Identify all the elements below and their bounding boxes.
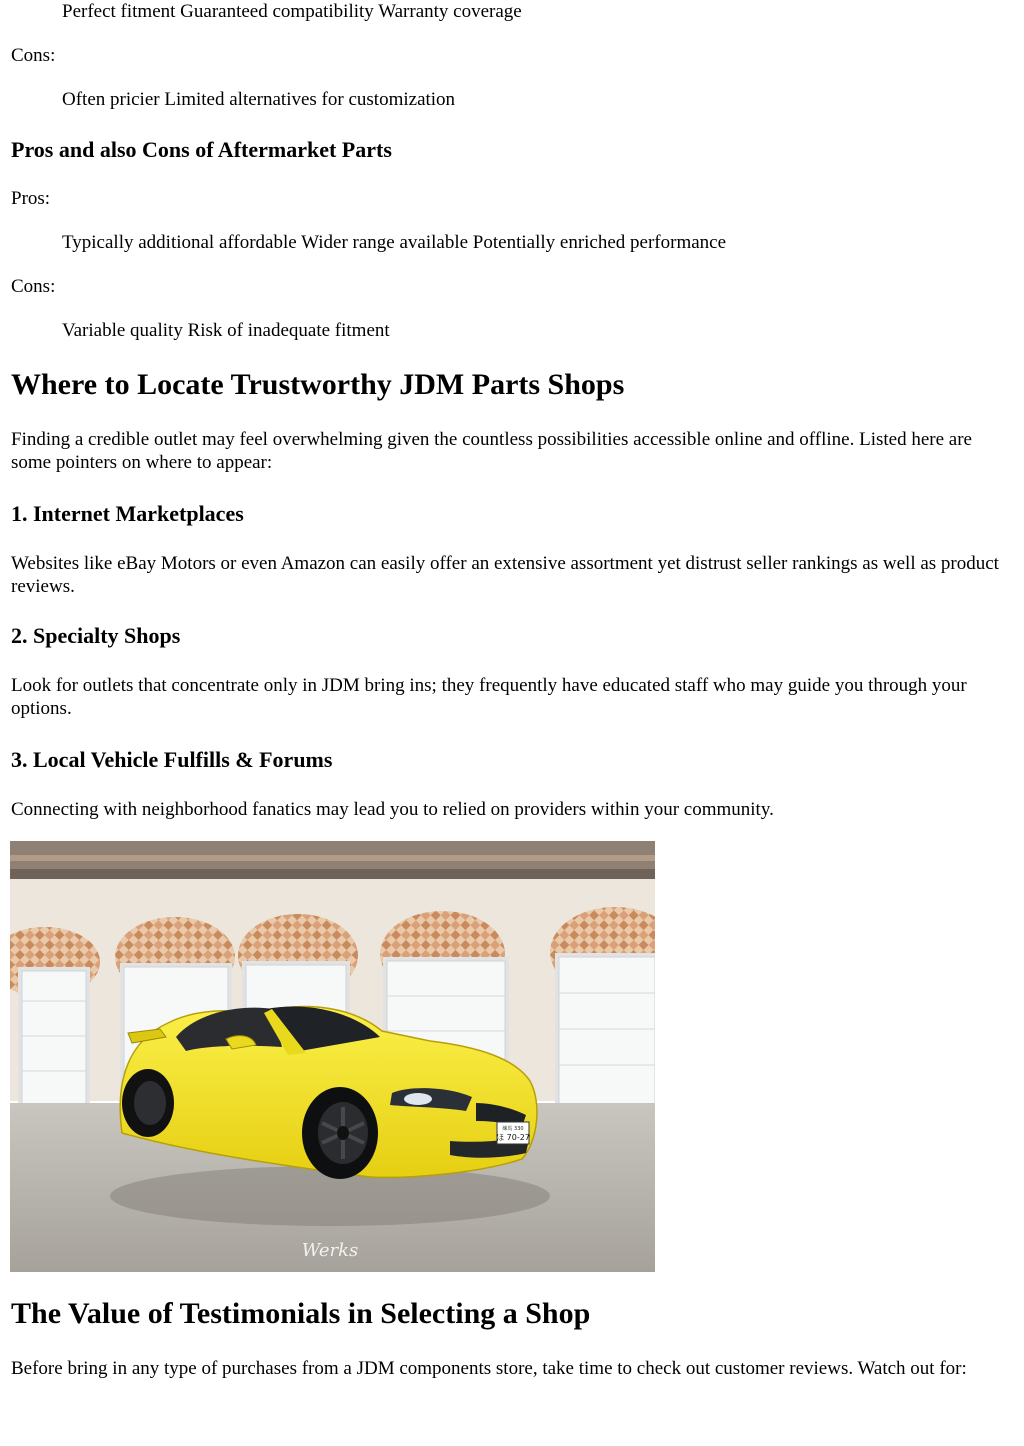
shops-heading: Where to Locate Trustworthy JDM Parts Shops — [11, 368, 625, 401]
car-photo — [10, 841, 655, 1272]
aftermarket-pros-items: Typically additional affordable Wider range available Potentially enriched performance — [62, 232, 727, 253]
shop-item-title: 2. Specialty Shops — [11, 623, 181, 648]
aftermarket-pros-label: Pros: — [11, 188, 51, 209]
aftermarket-cons-label: Cons: — [11, 276, 56, 297]
oem-cons-label: Cons: — [11, 45, 56, 66]
shop-item-title: 1. Internet Marketplaces — [11, 501, 244, 526]
plate-top-text: 練馬 330 — [502, 1126, 524, 1132]
testimonials-intro: Before bring in any type of purchases from a JDM components store, take time to check out customer reviews. Watch out for: — [11, 1358, 967, 1379]
shop-item-text: Connecting with neighborhood fanatics may lead you to relied on providers within your community. — [11, 799, 774, 820]
aftermarket-cons-items: Variable quality Risk of inadequate fitment — [62, 320, 390, 341]
shop-item-title: 3. Local Vehicle Fulfills & Forums — [11, 747, 333, 772]
testimonials-heading: The Value of Testimonials in Selecting a Shop — [11, 1297, 591, 1330]
aftermarket-heading: Pros and also Cons of Aftermarket Parts — [11, 137, 392, 162]
shops-intro: Finding a credible outlet may feel overwhelming given the countless possibilities accessible online and offline. Listed here are some pointers on where to appear: — [11, 429, 972, 473]
photo-watermark: Werks — [301, 1240, 359, 1261]
shop-item-text: Look for outlets that concentrate only in JDM bring ins; they frequently have educated staff who may guide you through your options. — [11, 675, 967, 719]
shop-item-text: Websites like eBay Motors or even Amazon can easily offer an extensive assortment yet distrust seller rankings as well as product reviews. — [11, 553, 999, 597]
oem-pros-items: Perfect fitment Guaranteed compatibility Warranty coverage — [62, 1, 522, 22]
plate-main-text: ほ 70-27 — [496, 1133, 530, 1142]
oem-cons-items: Often pricier Limited alternatives for customization — [62, 89, 456, 110]
